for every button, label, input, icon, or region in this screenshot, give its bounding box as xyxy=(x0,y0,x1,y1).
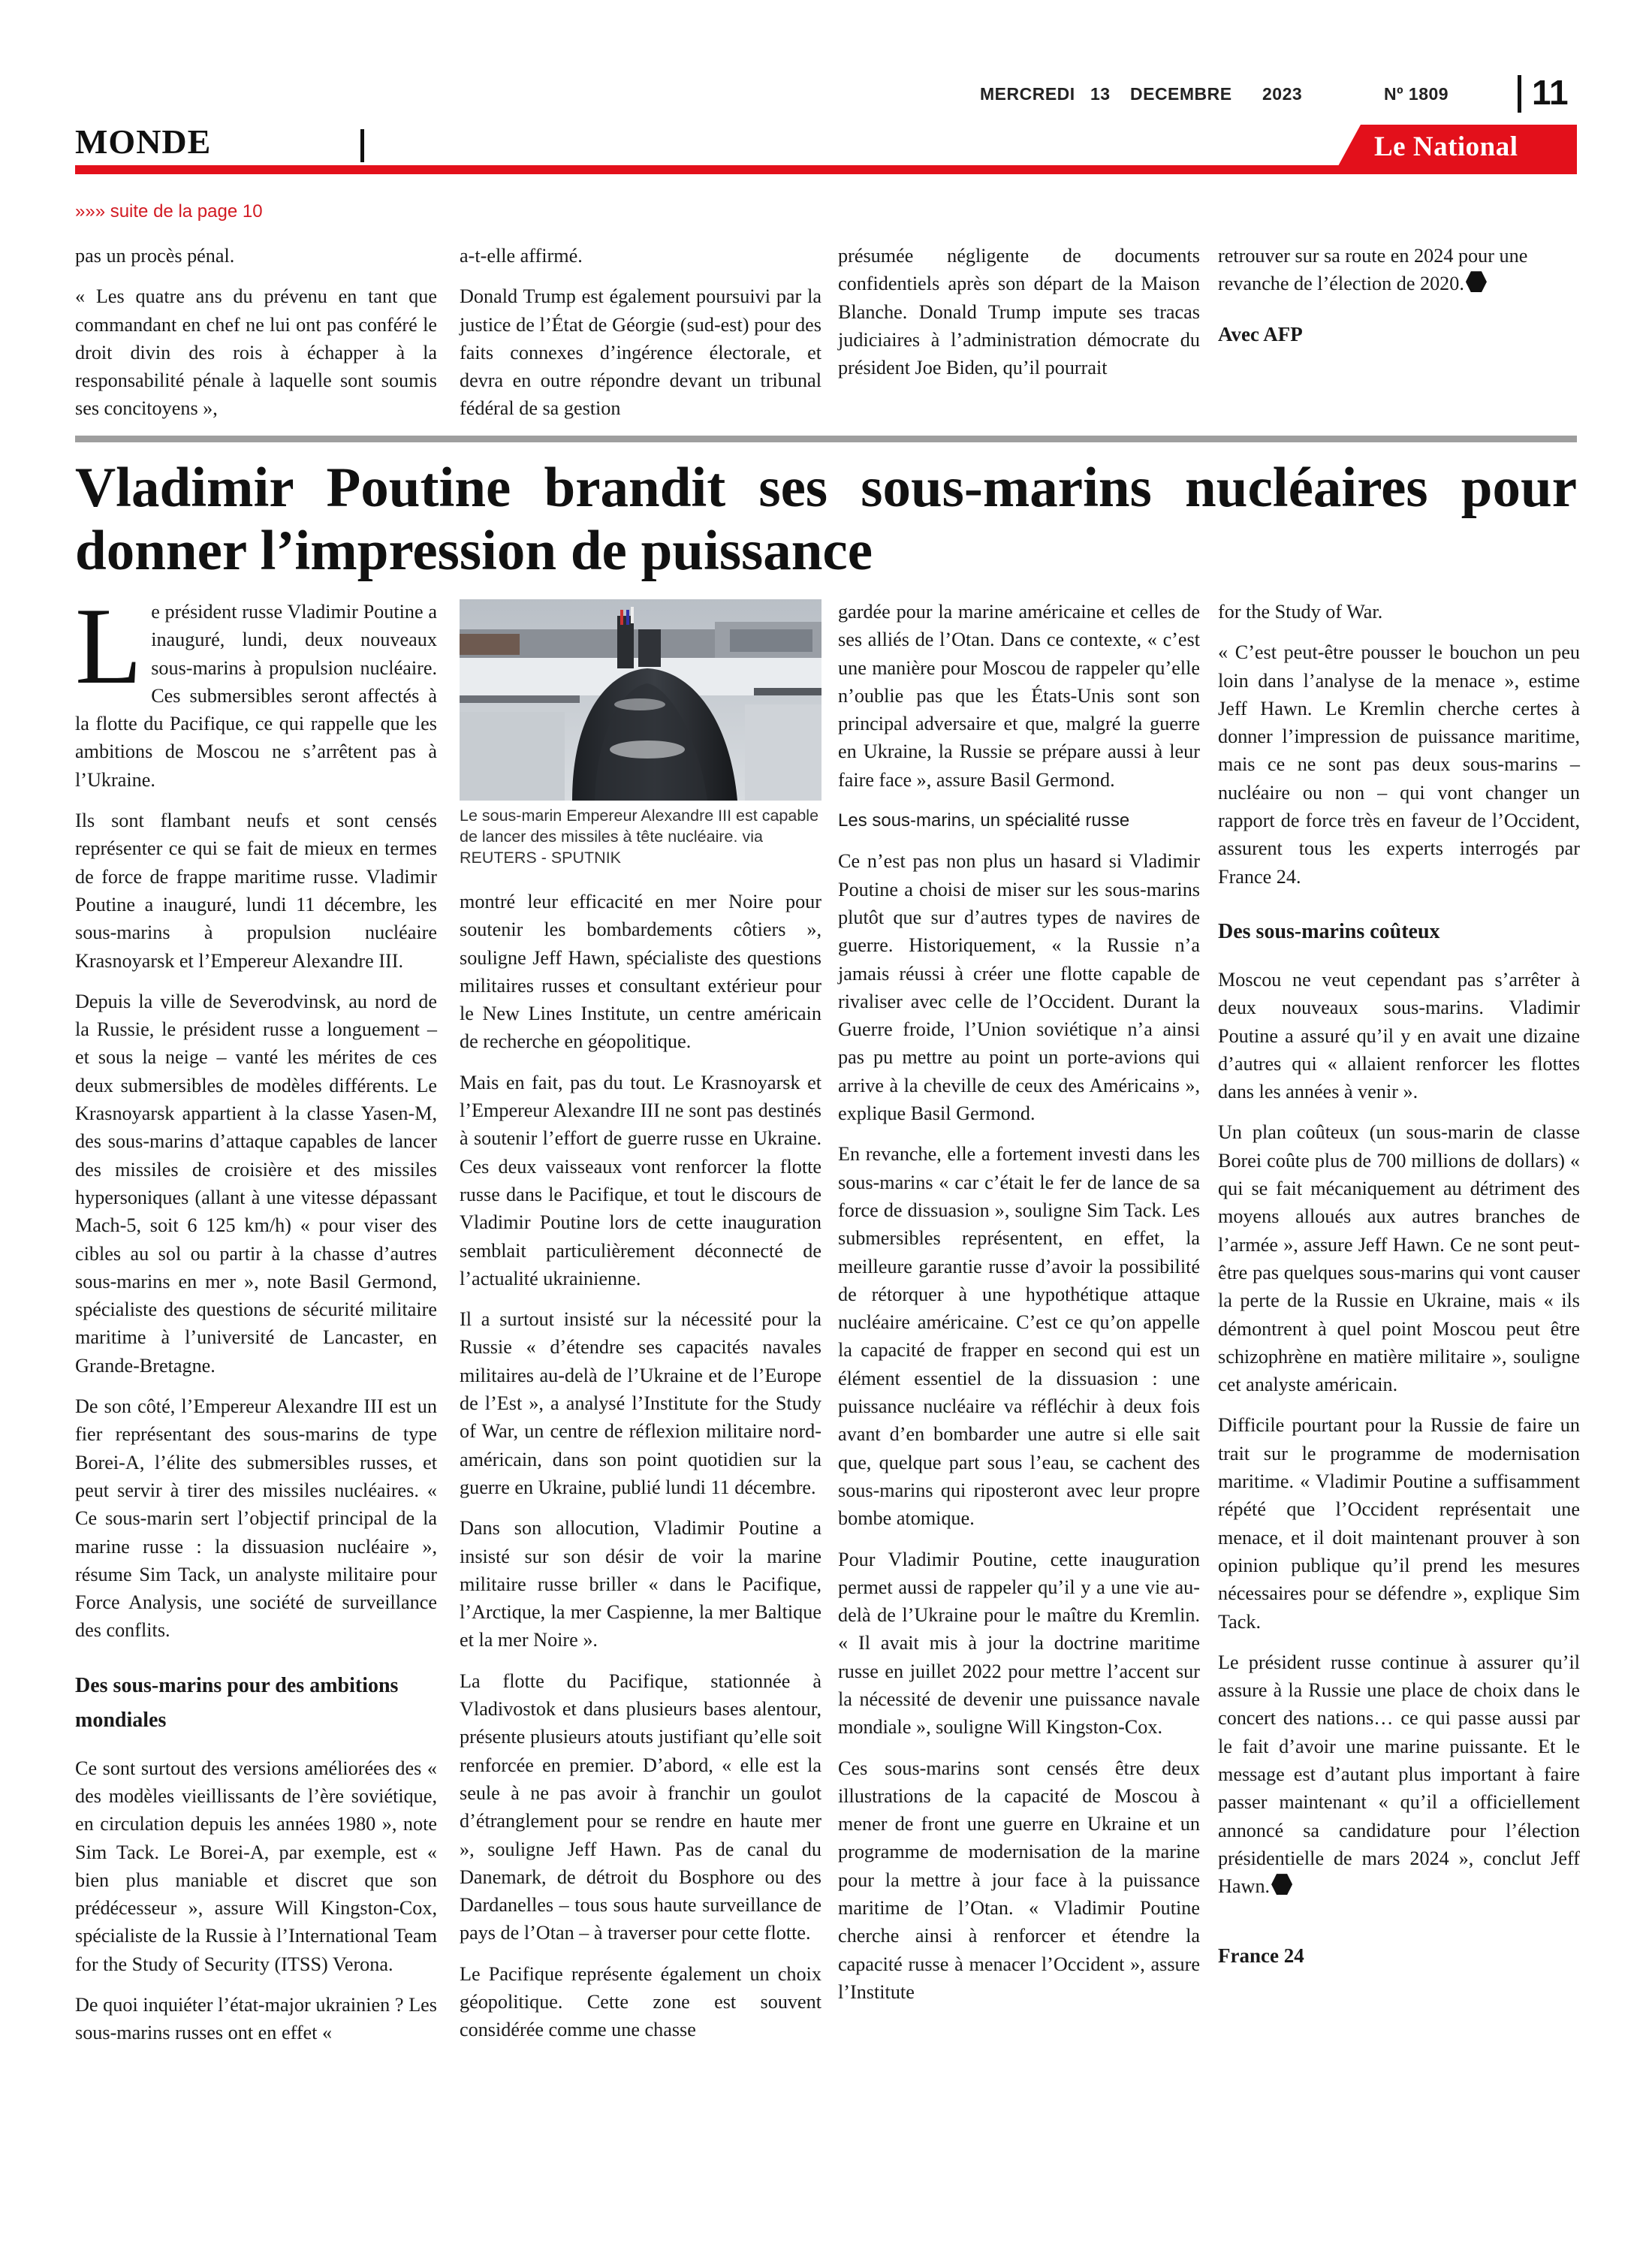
article-paragraph: Ce sont surtout des versions améliorées des « des modèles vieillissants de l’ère soviétique, en circulation depuis les années 1980 », note Sim Tack. Le Borei-A, par exemple, est « bien plus maniable et discret que son prédécesseur », assure Will Kingston-Cox, spécialiste de la Russie à l’International Team for the Study of Security (ITSS) Verona. xyxy=(75,1757,437,1975)
article-paragraph: Pour Vladimir Poutine, cette inauguration permet aussi de rappeler qu’il y a une vie au-delà de l’Ukraine pour le maître du Kremlin. « Il avait mis à jour la doctrine maritime russe en juillet 2022 pour mettre l’accent sur la nécessité de devenir une puissance navale mondiale », souligne Will Kingston-Cox. xyxy=(838,1548,1200,1739)
article-paragraph: Un plan coûteux (un sous-marin de classe Borei coûte plus de 700 millions de dollars) « qui se fait mécaniquement au détriment des moyens alloués aux autres branches de l’armée », assure Jeff Hawn. Ce ne sont peut-être pas quelques sous-marins qui vont causer la perte de la Russie en Ukraine, mais « ils démontrent à quel point Moscou peut être schizophrène en matière militaire », souligne cet analyste américain. xyxy=(1218,1121,1580,1396)
article-paragraph: De quoi inquiéter l’état-major ukrainien ? Les sous-marins russes ont en effet « xyxy=(75,1994,437,2044)
continued-paragraph xyxy=(1218,242,1580,298)
page-number: 11 xyxy=(1532,73,1569,112)
article-paragraph: Depuis la ville de Severodvinsk, au nord de la Russie, le président russe a longuement – et sous la neige – vanté les mérites de ces deux submersibles de modèles différents. Le Krasnoyarsk appartient à la classe Yasen-M, des sous-marins d’attaque capables de lancer des missiles de croisière et des missiles hypersoniques (allant à une vitesse dépassant Mach-5, soit 6 125 km/h) « pour viser des cibles au sol ou partir à la chasse d’autres sous-marins en mer », note Basil Germond, spécialiste des questions de sécurité militaire maritime à l’université de Lancaster, en Grande-Bretagne. xyxy=(75,990,437,1377)
article-column-4 xyxy=(1218,598,1580,1983)
article-subhead: Des sous-marins coûteux xyxy=(1218,919,1440,943)
continued-from-link[interactable]: »»» suite de la page 10 xyxy=(75,201,263,222)
submarine-illustration xyxy=(460,599,821,801)
article-subhead: Des sous-marins pour des ambitions mondiales xyxy=(75,1673,399,1732)
article-paragraph: Moscou ne veut cependant pas s’arrêter à deux nouveaux sous-marins. Vladimir Poutine a assuré qu’il y en avait une dizaine d’autres qui « allaient renforcer les flottes dans les années à venir ». xyxy=(1218,968,1580,1103)
article-paragraph: for the Study of War. xyxy=(1218,601,1383,623)
article-paragraph: Mais en fait, pas du tout. Le Krasnoyarsk et l’Empereur Alexandre III ne sont pas destinés à soutenir l’effort de guerre russe en Ukraine. Ces deux vaisseaux vont renforcer la flotte russe dans le Pacifique, et tout le discours de Vladimir Poutine lors de cette inauguration semblait particulièrement déconnecté de l’actualité ukrainienne. xyxy=(460,1071,821,1289)
article-credit: France 24 xyxy=(1218,1944,1304,1968)
article-paragraph: montré leur efficacité en mer Noire pour soutenir les bombardements côtiers », souligne Jeff Hawn, spécialiste des questions militaires russes et consultant extérieur pour le New Lines Institute, un centre américain de recherche en géopolitique. xyxy=(460,891,821,1053)
newspaper-name: Le National xyxy=(1374,131,1518,162)
article-paragraph: Le Pacifique représente également un choix géopolitique. Cette zone est souvent considérée comme une chasse xyxy=(460,1962,821,2041)
article-column-1 xyxy=(75,585,437,2060)
article-column-3 xyxy=(838,598,1200,2019)
date-year: 2023 xyxy=(1262,84,1303,104)
continued-credit: Avec AFP xyxy=(1218,322,1303,345)
continued-column-4 xyxy=(1218,242,1580,361)
article-paragraph: gardée pour la marine américaine et celles de ses alliés de l’Otan. Dans ce contexte, « c’est une manière pour Moscou de rappeler qu’elle n’oublie pas que les États-Unis sont son principal adversaire et que, malgré la guerre en Ukraine, la Russie se prépare aussi à leur faire face », assure Basil Germond. xyxy=(838,601,1200,791)
date-month: DECEMBRE xyxy=(1130,84,1232,104)
continued-paragraph: présumée négligente de documents confidentiels après son départ de la Maison Blanche. Donald Trump impute ses tracas judiciaires à l’administration démocrate du président Joe Biden, qu’il pourrait xyxy=(838,245,1200,379)
section-divider xyxy=(360,129,364,162)
article-subhead: Les sous-marins, un spécialité russe xyxy=(838,810,1130,831)
continued-paragraph: pas un procès pénal. xyxy=(75,245,235,267)
article-paragraph: Il a surtout insisté sur la nécessité pour la Russie « d’étendre ses capacités navales militaires au-delà de l’Ukraine et de l’Europe de l’Est », a analysé l’Institute for the Study of War, un centre de réflexion militaire nord-américain, dans son point quotidien sur la guerre en Ukraine, publié lundi 11 décembre. xyxy=(460,1308,821,1498)
article-paragraph: En revanche, elle a fortement investi dans les sous-marins « car c’était le fer de lance de sa force de dissuasion », souligne Sim Tack. Les submersibles représentent, en effet, la meilleure garantie russe d’avoir la possibilité de rétorquer à une hypothétique attaque nucléaire américaine. C’est ce qu’on appelle la capacité de frapper en second qui est un élément essentiel de la dissuasion : une puissance nucléaire va réfléchir à deux fois avant d’en bombarder une autre si elle sait que, quelque part sous l’eau, se cachent des sous-marins qui riposteront avec leur propre bombe atomique. xyxy=(838,1143,1200,1530)
continued-column-1 xyxy=(75,242,437,436)
issue-number: Nº 1809 xyxy=(1384,84,1449,104)
continued-last-text: retrouver sur sa route en 2024 pour une revanche de l’élection de 2020. xyxy=(1218,245,1528,295)
continued-paragraph: « Les quatre ans du prévenu en tant que commandant en chef ne lui ont pas conféré le droit divin des rois à échapper à la responsabilité pénale à laquelle sont soumis ses concitoyens », xyxy=(75,285,437,420)
header-rule xyxy=(75,165,1577,174)
article-last-text: Le président russe continue à assurer qu’il assure à la Russie une place de choix dans le concert des nations… ce qui passe aussi par le fait d’avoir une marine puissante. Et le message est d’autant plus important à faire passer maintenant « qu’il a officiellement annoncé sa candidature pour l’élection présidentielle de mars 2024 », conclut Jeff Hawn. xyxy=(1218,1651,1580,1898)
drop-cap: L xyxy=(75,585,143,707)
page-number-divider xyxy=(1518,75,1521,113)
article-separator xyxy=(75,436,1577,442)
article-paragraph: Dans son allocution, Vladimir Poutine a insisté sur son désir de voir la marine militaire russe briller « dans le Pacifique, l’Arctique, la mer Caspienne, la mer Baltique et la mer Noire ». xyxy=(460,1517,821,1651)
end-of-article-icon xyxy=(1466,271,1487,292)
continued-column-3 xyxy=(838,242,1200,394)
end-of-article-icon xyxy=(1271,1874,1292,1895)
article-paragraph: « C’est peut-être pousser le bouchon un peu loin dans l’analyse de la menace », estime Jeff Hawn. Le Kremlin cherche certes à donner l’impression de puissance maritime, mais ce ne sont pas deux sous-marins – nucléaire ou non – qui vont changer un rapport de force très en faveur de l’Occident, assurent tous les experts interrogés par France 24. xyxy=(1218,641,1580,888)
submarine-photo xyxy=(460,599,821,801)
continued-column-2 xyxy=(460,242,821,436)
article-column-2 xyxy=(460,888,821,2057)
section-title: MONDE xyxy=(75,122,212,161)
article-paragraph: De son côté, l’Empereur Alexandre III est un fier représentant des sous-marins de type Borei-A, l’élite des submersibles russes, et peut servir à tirer des missiles nucléaires. « Ce sous-marin sert l’objectif principal de la marine russe : la dissuasion nucléaire », résume Sim Tack, un analyste militaire pour Force Analysis, une société de surveillance des conflits. xyxy=(75,1395,437,1642)
article-paragraph: La flotte du Pacifique, stationnée à Vladivostok et dans plusieurs bases alentour, présente plusieurs atouts justifiant qu’elle soit renforcée en premier. D’abord, « elle est la seule à ne pas avoir à franchir un goulot d’étranglement pour se rendre en haute mer », souligne Jeff Hawn. Pas de canal du Danemark, de détroit du Bosphore ou des Dardanelles – tous sous haute surveillance de pays de l’Otan – à traverser pour cette flotte. xyxy=(460,1669,821,1944)
article-paragraph xyxy=(1218,1648,1580,1901)
article-paragraph: Ces sous-marins sont censés être deux illustrations de la capacité de Moscou à mener de front une guerre en Ukraine et un programme de modernisation de la marine pour la mettre à jour face à la puissance maritime de l’Otan. « Vladimir Poutine cherche ainsi à renforcer et étendre la capacité russe à menacer l’Occident », assure l’Institute xyxy=(838,1757,1200,2003)
article-paragraph: Ce n’est pas non plus un hasard si Vladimir Poutine a choisi de miser sur les sous-marins plutôt que sur d’autres types de navires de guerre. Historiquement, « la Russie n’a jamais réussi à créer une flotte capable de rivaliser avec celle de l’Occident. Durant la Guerre froide, l’Union soviétique n’a ainsi pas pu mettre au point un porte-avions qui arrive à la cheville de ceux des Américains », explique Basil Germond. xyxy=(838,850,1200,1125)
article-paragraph: Ils sont flambant neufs et sont censés représenter ce qui se fait de mieux en termes de force de frappe maritime russe. Vladimir Poutine a inauguré, lundi 11 décembre, les sous-marins à propulsion nucléaire Krasnoyarsk et l’Empereur Alexandre III. xyxy=(75,810,437,972)
continued-paragraph: Donald Trump est également poursuivi par la justice de l’État de Géorgie (sud-est) pour des faits connexes d’ingérence électorale, et devra en outre répondre devant un tribunal fédéral de sa gestion xyxy=(460,285,821,420)
continued-paragraph: a-t-elle affirmé. xyxy=(460,245,583,267)
date-day: 13 xyxy=(1090,84,1111,104)
article-paragraph: Difficile pourtant pour la Russie de faire un trait sur le programme de modernisation maritime. « Vladimir Poutine a suffisamment répété que l’Occident représentait une menace, et il doit maintenant prouver à son opinion publique qu’il prend les mesures nécessaires pour se défendre », explique Sim Tack. xyxy=(1218,1414,1580,1633)
article-headline: Vladimir Poutine brandit ses sous-marins nucléaires pour donner l’impression de puissance xyxy=(75,457,1577,582)
lead-paragraph: e président russe Vladimir Poutine a inauguré, lundi, deux nouveaux sous-marins à propulsion nucléaire. Ces submersibles seront affectés à la flotte du Pacifique, ce qui rappelle que les ambitions de Moscou ne s’arrêtent pas à l’Ukraine. xyxy=(75,601,437,791)
date-weekday: MERCREDI xyxy=(980,84,1075,104)
photo-caption: Le sous-marin Empereur Alexandre III est capable de lancer des missiles à tête nucléaire. via REUTERS - SPUTNIK xyxy=(460,807,819,867)
